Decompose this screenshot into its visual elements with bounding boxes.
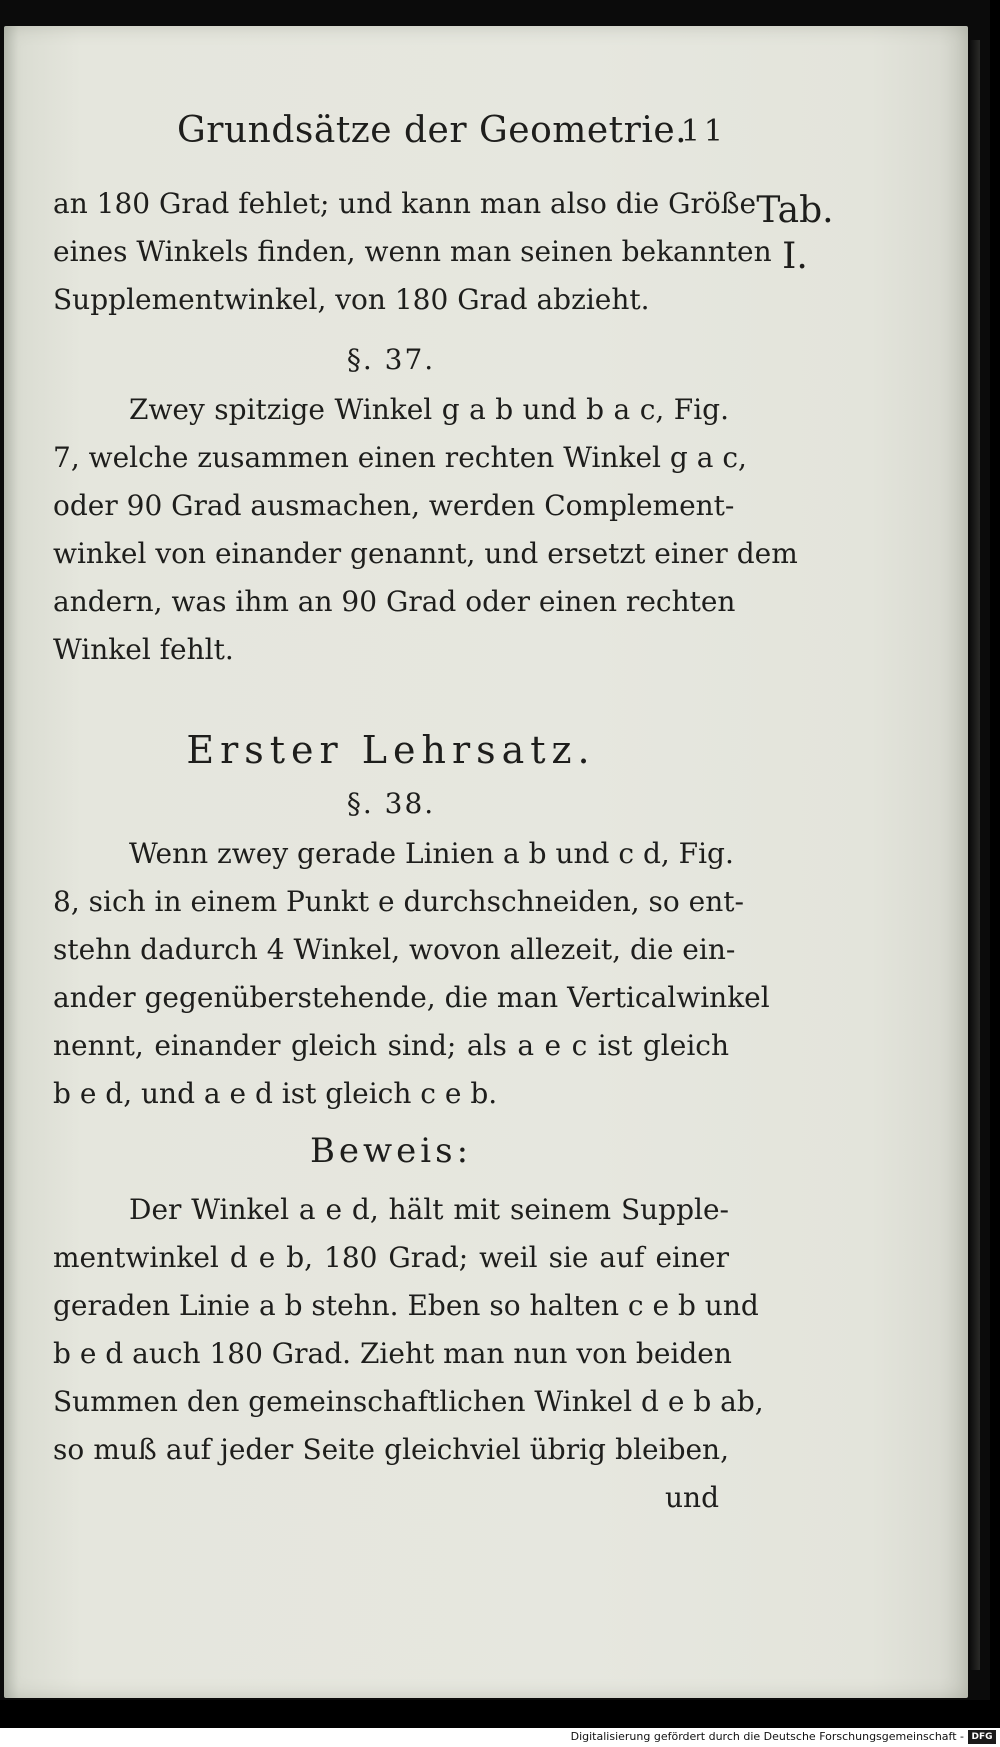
text-line: oder 90 Grad ausmachen, werden Complement- [53,489,735,522]
running-title: Grundsätze der Geometrie. [177,110,688,151]
text-line: Supplementwinkel, von 180 Grad abzieht. [53,283,650,316]
dfg-logo-icon: DFG [968,1730,996,1744]
text-line: mentwinkel d e b, 180 Grad; weil sie auf einer [53,1241,729,1274]
section-36-continuation [53,180,772,324]
text-line: b e d auch 180 Grad. Zieht man nun von beiden [53,1337,732,1370]
text-line: an 180 Grad fehlet; und kann man also die Größe [53,187,757,220]
margin-note-line: Tab. [756,190,834,231]
text-line: winkel von einander genannt, und ersetzt einer dem [53,537,798,570]
page-header [177,110,737,162]
text-line: geraden Linie a b stehn. Eben so halten c e b und [53,1289,759,1322]
text-line: so muß auf jeder Seite gleichviel übrig bleiben, [53,1433,729,1466]
catchword: und [665,1481,719,1514]
text-line: 8, sich in einem Punkt e durchschneiden, so ent- [53,885,744,918]
text-line: Winkel fehlt. [53,633,234,666]
proof-paragraph [53,1186,764,1474]
text-line: andern, was ihm an 90 Grad oder einen rechten [53,585,736,618]
text-line: Wenn zwey gerade Linien a b und c d, Fig. [129,837,734,870]
page-number: 11 [680,114,727,149]
text-line: eines Winkels finden, wenn man seinen bekannten [53,235,772,268]
theorem-heading: Erster Lehrsatz. [186,728,596,772]
margin-note-line: I. [782,236,808,277]
theorem-paragraph [53,830,770,1118]
proof-heading: Beweis: [309,1131,473,1171]
text-line: stehn dadurch 4 Winkel, wovon allezeit, die ein- [53,933,736,966]
section-37-paragraph [53,386,798,674]
digitization-footer [0,1728,1000,1747]
funding-credit: Digitalisierung gefördert durch die Deutsche Forschungsgemeinschaft - [570,1730,964,1743]
text-line: nennt, einander gleich sind; als a e c ist gleich [53,1029,729,1062]
text-line: Der Winkel a e d, hält mit seinem Supple- [129,1193,729,1226]
text-line: Zwey spitzige Winkel g a b und b a c, Fig. [129,393,729,426]
text-line: ander gegenüberstehende, die man Verticalwinkel [53,981,770,1014]
section-mark-38: §. 38. [346,787,436,820]
section-mark-37: §. 37. [346,343,436,376]
page-edge-shadow [970,40,980,1670]
text-line: 7, welche zusammen einen rechten Winkel g a c, [53,441,747,474]
text-line: Summen den gemeinschaftlichen Winkel d e b ab, [53,1385,764,1418]
text-line: b e d, und a e d ist gleich c e b. [53,1077,498,1110]
